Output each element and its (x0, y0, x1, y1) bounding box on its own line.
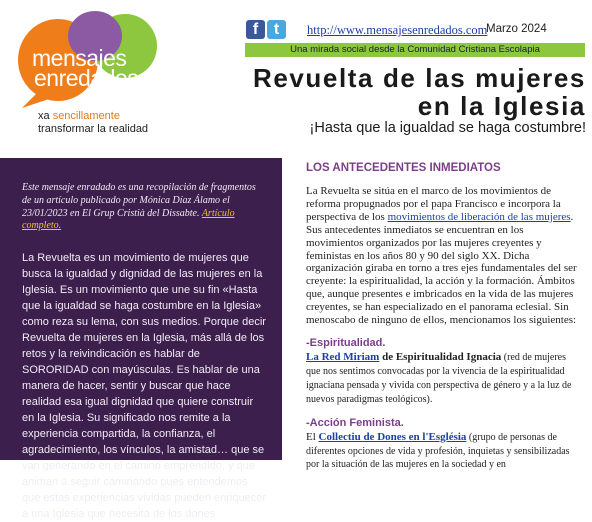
antecedents-paragraph (306, 185, 580, 327)
logo-wordmark (32, 45, 139, 91)
site-url-link[interactable]: http://www.mensajesenredados.com (307, 23, 488, 37)
left-body-text: La Revuelta es un movimiento de mujeres que busca la igualdad y dignidad de las mujeres en la Iglesia. Es un movimiento que une su fin «Hasta que la igualdad se haga costumbre en la Iglesia» como reza su lema, con sus medios. Porque decir Revuelta de mujeres en la Iglesia, más allá de los retos y la reivindicación es hablar de SORORIDAD con mayúsculas. Es hablar de una manera de hacer, sentir y buscar que hace realidad esa igual dignidad que quiere construir en la Iglesia. Su significado nos remite a la experiencia compartida, la confianza, el agradecimiento, los vínculos, la amistad… que se van generando en el camino emprendido, y que animan a seguir caminando pues entendemos que estas experiencias vividas pueden enriquecer a una Iglesia que necesita de los dones (22, 252, 266, 520)
p1-after: . Sus antecedentes inmediatos se encuentran en los movimientos organizados por las mujeres creyentes y feministas en los años 80 y 90 del siglo XX. Dicha organización giraba en torno a tres ejes fundamentales del ser creyente: la espiritualidad, la acción y la formación. Ámbitos que, aunque presentes e imbricados en la vida de las mujeres creyentes, se han especializado en el panorama eclesial. Sin menoscabo de ninguno de ellos, mencionamos los siguientes: (306, 210, 577, 327)
left-column (0, 158, 282, 520)
intro-note (22, 182, 262, 233)
item1-desc: (red de mujeres que nos sentimos convocadas por la vivencia de la espiritualidad ignaciana pensada y vivida con perspectiva de género y a la luz de nuevos paradigmas teológicos). (306, 351, 572, 405)
spirituality-item (306, 351, 580, 407)
facebook-icon[interactable]: f (246, 20, 265, 39)
title-line1: Revuelta de las mujeres (252, 63, 586, 93)
item2-prefix: El (306, 430, 319, 443)
page-title (250, 64, 586, 120)
full-article-link[interactable]: Artículo completo. (22, 207, 235, 232)
social-links (246, 20, 286, 39)
feminist-action-item (306, 431, 580, 473)
item2-desc: (grupo de personas de diferentes opciones de vida y profesión, inquietas y sensibilizadas por la situación de las mujeres en la sociedad y en (306, 431, 570, 471)
title-line2: en la Iglesia (417, 91, 586, 121)
intro-text: Este mensaje enradado es una recopilación de fragmentos de un artículo publicado por Mónica Díaz Álamo el 23/01/2023 en El Grup Cristià del Dissabte. (22, 182, 256, 219)
red-miriam-link[interactable]: La Red Miriam (306, 350, 380, 363)
item1-rest: de Espiritualidad Ignacia (379, 350, 502, 363)
logo-line1: mensajes (32, 45, 127, 71)
slogan-highlight: sencillamente (52, 110, 120, 122)
feminist-action-heading: -Acción Feminista. (306, 416, 404, 429)
slogan-prefix: xa (38, 110, 50, 122)
logo (16, 6, 166, 136)
page-subtitle: ¡Hasta que la igualdad se haga costumbre! (309, 120, 586, 136)
issue-date: Marzo 2024 (486, 23, 547, 35)
liberation-movements-link[interactable]: movimientos de liberación de las mujeres (387, 210, 571, 223)
logo-slogan (38, 110, 148, 136)
spirituality-heading: -Espiritualidad. (306, 336, 386, 349)
collectiu-link[interactable]: Collectiu de Dones en l'Església (318, 430, 467, 443)
right-column (306, 158, 580, 472)
slogan-line2: transformar la realidad (38, 123, 149, 135)
tagline-banner: Una mirada social desde la Comunidad Cristiana Escolapia (245, 43, 585, 57)
logo-line2: enredados (34, 65, 139, 91)
section-heading: LOS ANTECEDENTES INMEDIATOS (306, 162, 501, 174)
p1-before: La Revuelta se sitúa en el marco de los movimientos de reforma propugnados por el papa Francisco e incorpora la perspectiva de los (306, 185, 561, 223)
twitter-icon[interactable]: t (267, 20, 286, 39)
